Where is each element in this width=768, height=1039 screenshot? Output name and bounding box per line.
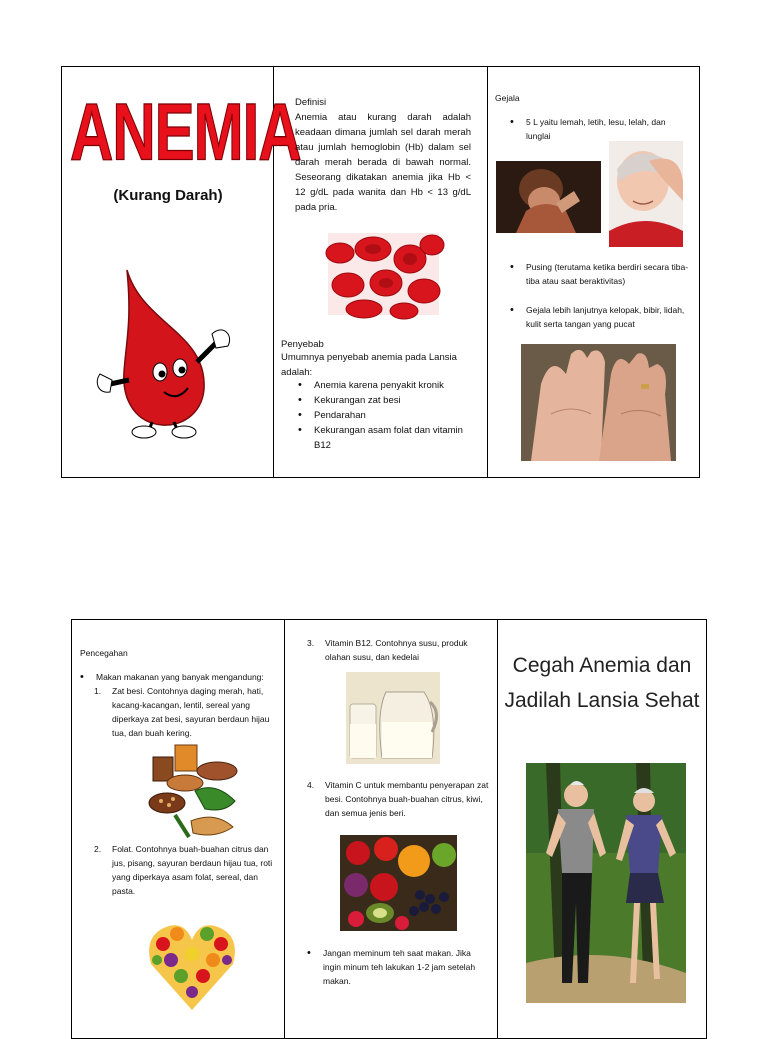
fruit-heart-image (147, 920, 237, 1012)
gejala-heading: Gejala (495, 93, 520, 103)
pencegahan-heading: Pencegahan (80, 648, 128, 658)
list-item: • Kekurangan zat besi (296, 393, 476, 408)
fruits-image (340, 835, 457, 931)
list-item: • Pendarahan (296, 408, 476, 423)
list-item: • 5 L yaitu lemah, letih, lesu, lelah, dan lunglai (508, 115, 688, 143)
list-text: Zat besi. Contohnya daging merah, hati, kacang-kacangan, lentil, sereal yang diperkaya zat besi, sayuran berdaun hijau tua, dan buah kering. (112, 686, 270, 738)
pale-hands-photo (521, 344, 676, 461)
cover-column (62, 67, 301, 477)
nutrient-list-2 (94, 842, 274, 898)
list-number: 3. (307, 638, 315, 648)
list-item (307, 778, 491, 820)
list-item: • Makan makanan yang banyak mengandung: (78, 670, 278, 684)
slogan-column (498, 620, 706, 1038)
tired-woman-photo (496, 161, 601, 233)
gejala-list-2 (508, 260, 690, 288)
list-item: • Anemia karena penyakit kronik (296, 378, 476, 393)
list-number: 2. (94, 844, 102, 854)
definition-column (274, 67, 488, 477)
penyebab-heading: Penyebab (281, 339, 324, 350)
brochure-title: ANEMIA (70, 86, 301, 177)
nutrients-column (285, 620, 498, 1038)
dizzy-elderly-woman-photo (609, 141, 683, 247)
gejala-list-3 (508, 303, 690, 331)
list-item: • Jangan meminum teh saat makan. Jika ingin minum teh lakukan 1-2 jam setelah makan. (305, 946, 489, 988)
milk-jug-image (346, 672, 440, 764)
list-item: • Kekurangan asam folat dan vitamin B12 (296, 423, 476, 453)
list-item: • Gejala lebih lanjutnya kelopak, bibir, lidah, kulit serta tangan yang pucat (508, 303, 690, 331)
list-text: Vitamin B12. Contohnya susu, produk olahan susu, dan kedelai (325, 638, 468, 662)
penyebab-list (296, 378, 476, 453)
brochure-inner-page (71, 619, 707, 1039)
list-text: Folat. Contohnya buah-buahan citrus dan jus, pisang, sayuran berdaun hijau tua, roti yang diperkaya asam folat, sereal, dan pasta. (112, 844, 273, 896)
list-number: 1. (94, 686, 102, 696)
list-item (307, 636, 487, 664)
nutrient-list-4 (307, 778, 491, 820)
symptoms-column (488, 67, 699, 477)
tea-advice-list (305, 946, 489, 988)
elderly-couple-jogging-photo (526, 763, 686, 1003)
list-item (94, 684, 274, 740)
prevention-column (72, 620, 285, 1038)
blood-drop-mascot-image (92, 262, 242, 437)
brochure-subtitle: (Kurang Darah) (113, 187, 223, 204)
nutrient-list-3 (307, 636, 487, 664)
pencegahan-intro-list (78, 670, 278, 684)
penyebab-intro: Umumnya penyebab anemia pada Lansia adalah: (281, 352, 457, 378)
list-item: • Pusing (terutama ketika berdiri secara tiba-tiba atau saat beraktivitas) (508, 260, 690, 288)
slogan-title: Cegah Anemia dan Jadilah Lansia Sehat (504, 654, 700, 712)
nutrient-list-1 (94, 684, 274, 740)
definisi-heading: Definisi (295, 97, 327, 108)
gejala-list-1 (508, 115, 688, 143)
list-number: 4. (307, 780, 315, 790)
list-text: Vitamin C untuk membantu penyerapan zat besi. Contohnya buah-buahan citrus, kiwi, dan semua jenis beri. (325, 780, 489, 818)
brochure-outer-page (61, 66, 700, 478)
iron-rich-foods-image (145, 741, 240, 841)
list-item (94, 842, 274, 898)
red-blood-cells-image (328, 233, 439, 315)
definisi-text: Anemia atau kurang darah adalah keadaan dimana jumlah sel darah merah atau jumlah hemoglobin (Hb) dalam sel darah merah berada di bawah normal. Seseorang dikatakan anemia jika Hb < 12 g/dL pada wanita dan Hb < 13 g/dL pada pria. (295, 112, 471, 213)
